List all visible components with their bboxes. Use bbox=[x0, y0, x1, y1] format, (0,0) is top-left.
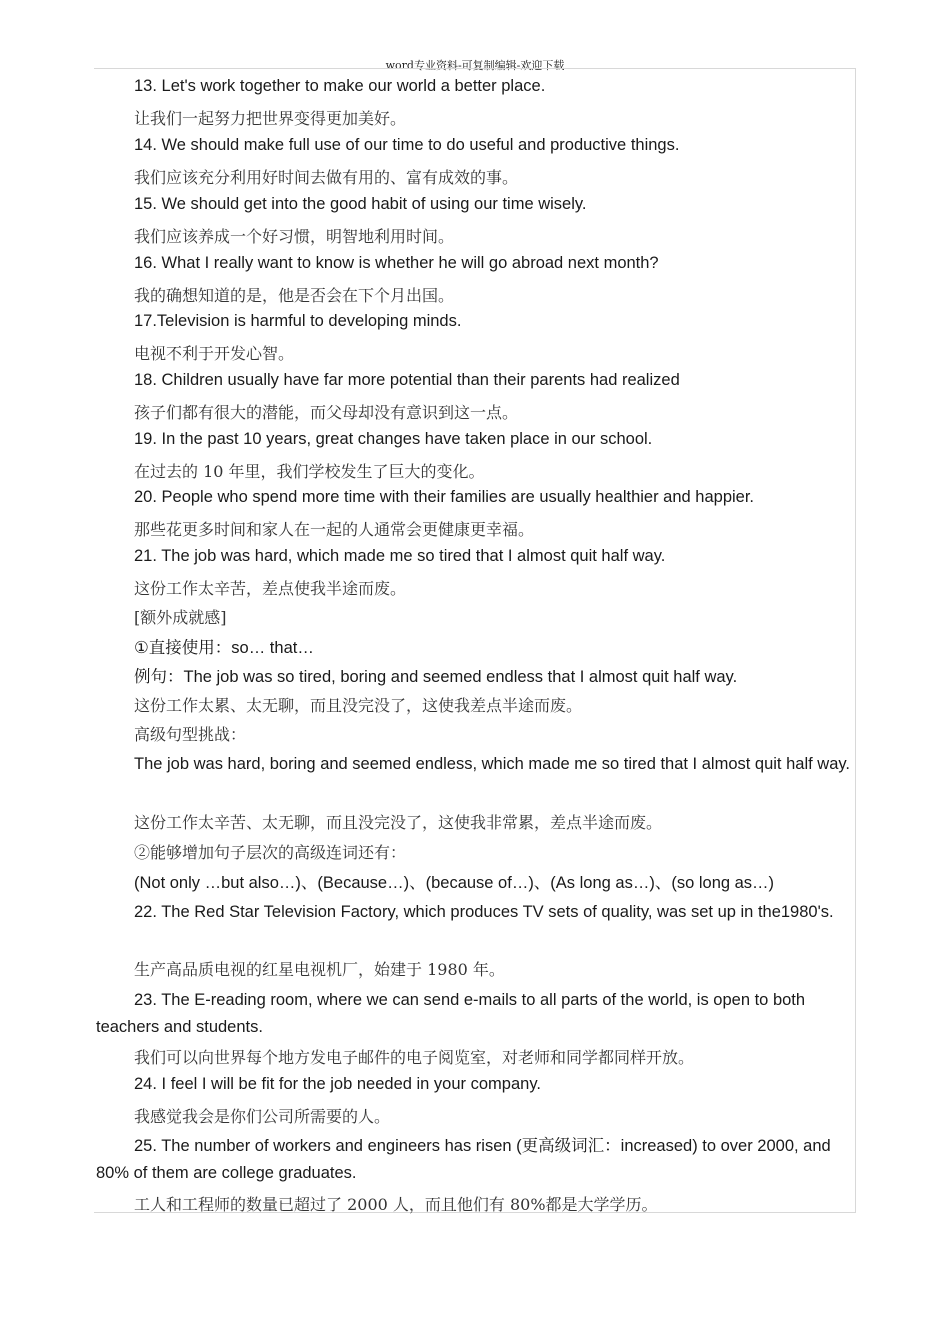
sentence-21-zh: 这份工作太辛苦，差点使我半途而废。 bbox=[134, 579, 407, 598]
extra-heading: [额外成就感] bbox=[134, 608, 227, 627]
sentence-24-en: 24. I feel I will be fit for the job needed in your company. bbox=[134, 1075, 541, 1093]
sentence-13-en: 13. Let's work together to make our world a better place. bbox=[134, 77, 546, 95]
direct-use-note: ①直接使用：so… that… bbox=[134, 639, 314, 657]
example-sentence-zh: 这份工作太累、太无聊，而且没完没了，这使我差点半途而废。 bbox=[134, 696, 583, 715]
sentence-19-en: 19. In the past 10 years, great changes have taken place in our school. bbox=[134, 430, 653, 448]
sentence-13-zh: 让我们一起努力把世界变得更加美好。 bbox=[134, 109, 407, 128]
conjunction-title: ②能够增加句子层次的高级连词还有： bbox=[134, 843, 407, 862]
advanced-sentence: The job was hard, boring and seemed endless, which made me so tired that I almost quit half way. bbox=[134, 755, 850, 773]
sentence-16-en: 16. What I really want to know is whether he will go abroad next month? bbox=[134, 254, 659, 272]
sentence-25-en: 25. The number of workers and engineers has risen (更高级词汇：increased) to over 2000, and 80% of them are college graduates. bbox=[96, 1137, 831, 1182]
sentence-14-zh: 我们应该充分利用好时间去做有用的、富有成效的事。 bbox=[134, 168, 519, 187]
sentence-20-zh: 那些花更多时间和家人在一起的人通常会更健康更幸福。 bbox=[134, 520, 535, 539]
sentence-14-en: 14. We should make full use of our time to do useful and productive things. bbox=[134, 136, 680, 154]
sentence-22-en: 22. The Red Star Television Factory, which produces TV sets of quality, was set up in the1980's. bbox=[134, 903, 834, 921]
sentence-21-en: 21. The job was hard, which made me so tired that I almost quit half way. bbox=[134, 547, 666, 565]
sentence-23-zh: 我们可以向世界每个地方发电子邮件的电子阅览室，对老师和同学都同样开放。 bbox=[134, 1048, 695, 1067]
sentence-18-zh: 孩子们都有很大的潜能，而父母却没有意识到这一点。 bbox=[134, 403, 519, 422]
page-header: word专业资料-可复制编辑-欢迎下载 bbox=[385, 59, 565, 72]
sentence-15-en: 15. We should get into the good habit of using our time wisely. bbox=[134, 195, 587, 213]
sentence-25-zh: 工人和工程师的数量已超过了 2000 人，而且他们有 80%都是大学学历。 bbox=[134, 1195, 658, 1214]
advanced-challenge-heading: 高级句型挑战： bbox=[134, 725, 247, 744]
sentence-23-en: 23. The E-reading room, where we can send e-mails to all parts of the world, is open to both teachers and students. bbox=[96, 991, 806, 1036]
example-sentence: 例句：The job was so tired, boring and seemed endless that I almost quit half way. bbox=[134, 668, 738, 686]
sentence-16-zh: 我的确想知道的是，他是否会在下个月出国。 bbox=[134, 286, 455, 305]
advanced-sentence-zh: 这份工作太辛苦、太无聊，而且没完没了，这使我非常累，差点半途而废。 bbox=[134, 813, 663, 832]
sentence-22-zh: 生产高品质电视的红星电视机厂，始建于 1980 年。 bbox=[134, 960, 505, 979]
sentence-18-en: 18. Children usually have far more potential than their parents had realized bbox=[134, 371, 680, 389]
sentence-15-zh: 我们应该养成一个好习惯，明智地利用时间。 bbox=[134, 227, 455, 246]
sentence-17-en: 17.Television is harmful to developing minds. bbox=[134, 312, 462, 330]
sentence-20-en: 20. People who spend more time with their families are usually healthier and happier. bbox=[134, 488, 755, 506]
sentence-24-zh: 我感觉我会是你们公司所需要的人。 bbox=[134, 1107, 391, 1126]
sentence-17-zh: 电视不利于开发心智。 bbox=[134, 344, 295, 363]
sentence-19-zh: 在过去的 10 年里，我们学校发生了巨大的变化。 bbox=[134, 462, 485, 481]
conjunction-list: (Not only …but also…)、(Because…)、(because of…)、(As long as…)、(so long as…) bbox=[134, 874, 775, 892]
